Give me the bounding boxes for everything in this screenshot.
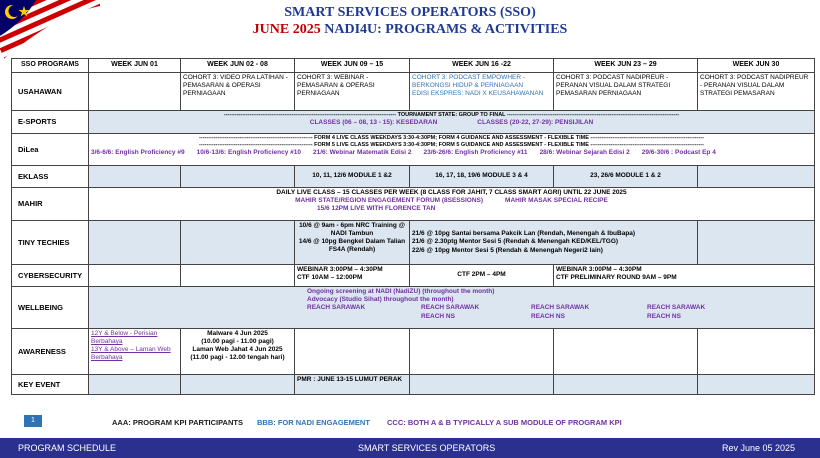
row-eklass [12, 166, 815, 188]
esports-classes-line [91, 119, 812, 127]
cell-usahawan-w6: COHORT 3: PODCAST NADIPREUR - PERANAN VISUAL DALAM STRATEGI PEMASARAN [698, 73, 815, 111]
dilea-event: 3/6-6/6: English Proficiency #9 [91, 148, 185, 156]
usahawan-w4-podcast: COHORT 3: PODCAST EMPOWHER - BERKONGSI HIDUP & PERNIAGAAN [412, 74, 526, 90]
cell-empty [698, 329, 815, 375]
col-header-programs: SSO PROGRAMS [12, 59, 89, 73]
cell-empty [410, 329, 554, 375]
awareness-laman-web-jahat: Laman Web Jahat 4 Jun 2025 [192, 346, 283, 354]
reach-ns: REACH NS [421, 313, 455, 321]
cyber-webinar: WEBINAR 3:00PM – 4:30PM [556, 266, 642, 273]
awareness-malware-time: (10.00 pagi - 11.00 pagi) [201, 338, 274, 346]
cell-cyber-w5 [554, 265, 815, 287]
dilea-form5-line: -------------------------------------------------------------- FORM 5 LIVE CLASS WEEKDAYS 3:30-4:30PM; FORM 5 GUIDANCE AND ASSESSMENT - FLEXIBLE TIME -------------------------------------------------------------- [199, 141, 704, 148]
cyber-webinar: WEBINAR 3:00PM – 4:30PM [297, 266, 383, 273]
tiny-mentor-1: 21/6 @ 2.30ptg Mentor Sesi 5 (Rendah & Menengah KED/KEL/TGG) [412, 238, 619, 246]
awareness-laman-web-time: (11.00 pagi - 12.00 tengah hari) [190, 354, 285, 362]
cell-tiny-w3 [295, 221, 410, 265]
program-label: MAHIR [12, 188, 89, 221]
page-title: SMART SERVICES OPERATORS (SSO) [284, 5, 536, 20]
reach-ns: REACH NS [531, 313, 565, 321]
reach-sarawak: REACH SARAWAK [307, 304, 366, 312]
row-cybersecurity [12, 265, 815, 287]
note-aaa: AAA: PROGRAM KPI PARTICIPANTS [112, 418, 243, 427]
cell-keyevent-w3: PMR : JUNE 13-15 LUMUT PERAK [295, 375, 410, 395]
cyber-ctf-preliminary: CTF PRELIMINARY ROUND 9AM – 9PM [556, 274, 677, 282]
program-label: WELLBEING [12, 287, 89, 329]
cell-cyber-w4: CTF 2PM – 4PM [410, 265, 554, 287]
row-esports [12, 111, 815, 134]
reach-sarawak: REACH SARAWAK [531, 304, 590, 312]
cell-awareness-w2 [181, 329, 295, 375]
footer-center: SMART SERVICES OPERATORS [358, 443, 496, 453]
program-label: CYBERSECURITY [12, 265, 89, 287]
cell-mahir-span [89, 188, 815, 221]
page-subtitle [0, 22, 820, 38]
subtitle-month: JUNE 2025 [252, 22, 321, 37]
row-awareness [12, 329, 815, 375]
cell-empty [698, 166, 815, 188]
note-ccc: CCC: BOTH A & B TYPICALLY A SUB MODULE OF PROGRAM KPI [387, 418, 622, 427]
tiny-mentor-2: 22/6 @ 10pg Mentor Sesi 5 (Rendah & Menengah Negeri2 lain) [412, 246, 603, 254]
mahir-masak: MAHIR MASAK SPECIAL RECIPE [505, 197, 608, 205]
program-label: AWARENESS [12, 329, 89, 375]
cell-esports-span [89, 111, 815, 134]
cell-empty [181, 375, 295, 395]
program-label: KEY EVENT [12, 375, 89, 395]
col-header-week-jun-02-08: WEEK JUN 02 - 08 [181, 59, 295, 73]
row-dilea [12, 134, 815, 166]
wellbeing-reach-row [91, 304, 812, 324]
cell-eklass-w4: 16, 17, 18, 19/6 MODULE 3 & 4 [410, 166, 554, 188]
cell-dilea-span [89, 134, 815, 166]
dilea-form4-line: -------------------------------------------------------------- FORM 4 LIVE CLASS WEEKDAYS 3:30-4:30PM; FORM 4 GUIDANCE AND ASSESSMENT - FLEXIBLE TIME -------------------------------------------------------------- [199, 135, 704, 141]
esports-classes-kesedaran: CLASSES (06 – 08, 13 - 15): KESEDARAN [309, 118, 438, 126]
mahir-forum-line [91, 197, 812, 205]
cell-empty [554, 375, 698, 395]
dilea-event: 21/6: Webinar Matematik Edisi 2 [313, 148, 412, 156]
col-header-week-jun-16-22: WEEK JUN 16 -22 [410, 59, 554, 73]
awareness-malware: Malware 4 Jun 2025 [207, 330, 268, 337]
footer-left: PROGRAM SCHEDULE [18, 443, 117, 453]
cell-cyber-w3 [295, 265, 410, 287]
col-header-week-jun-30: WEEK JUN 30 [698, 59, 815, 73]
reach-sarawak: REACH SARAWAK [647, 304, 706, 312]
awareness-laman-web: 13Y & Above – Laman Web Berbahaya [91, 346, 171, 362]
cell-usahawan-w2: COHORT 3: VIDEO PRA LATIHAN - PEMASARAN & OPERASI PERNIAGAAN [181, 73, 295, 111]
dilea-event: 23/6-26/6: English Proficiency #11 [423, 148, 528, 156]
mahir-forum: MAHIR STATE/REGION ENGAGEMENT FORUM (8SESSIONS) [295, 197, 484, 205]
mahir-daily-line: DAILY LIVE CLASS – 15 CLASSES PER WEEK (8 CLASS FOR JAHIT, 7 CLASS SMART AGRI) UNTIL 22 JUNE 2025 [276, 189, 627, 196]
row-key-event [12, 375, 815, 395]
cell-usahawan-w5: COHORT 3: PODCAST NADIPREUR - PERANAN VISUAL DALAM STRATEGI PEMASARAN PERNIAGAAN [554, 73, 698, 111]
wellbeing-screening: Ongoing screening at NADI (NadiZU) (throughout the month) [307, 288, 495, 295]
awareness-perisian: 12Y & Below - Perisian Berbahaya [91, 330, 158, 346]
note-bbb: BBB: FOR NADI ENGAGEMENT [257, 418, 370, 427]
program-label: USAHAWAN [12, 73, 89, 111]
tiny-santai: 21/6 @ 10pg Santai bersama Pakcik Lan (Rendah, Menengah & IbuBapa) [412, 230, 636, 238]
subtitle-rest: NADI4U: PROGRAMS & ACTIVITIES [324, 22, 568, 37]
dilea-events [91, 149, 812, 157]
tiny-bengkel: 14/6 @ 10pg Bengkel Dalam Talian FS4A (Rendah) [298, 238, 406, 254]
cell-tiny-w4 [410, 221, 698, 265]
esports-tournament-line: ---------------------------------------------------------------------------------------------- TOURNAMENT STATE: GROUP TO FINAL ---------------------------------------------------------------------------------------------- [223, 112, 680, 118]
cell-usahawan-w4 [410, 73, 554, 111]
cell-awareness-w1 [89, 329, 181, 375]
usahawan-w4-ekspres: EDISI EKSPRES: NADI X KEUSAHAWANAN [412, 90, 544, 98]
col-header-week-jun-01: WEEK JUN 01 [89, 59, 181, 73]
cell-eklass-w5: 23, 26/6 MODULE 1 & 2 [554, 166, 698, 188]
cyber-ctf: CTF 10AM – 12:00PM [297, 274, 363, 282]
program-schedule-table [11, 58, 815, 395]
row-usahawan [12, 73, 815, 111]
cell-eklass-w3: 10, 11, 12/6 MODULE 1 &2 [295, 166, 410, 188]
cell-wellbeing-span [89, 287, 815, 329]
footer-right: Rev June 05 2025 [722, 443, 796, 453]
program-label: TINY TECHIES [12, 221, 89, 265]
footer-bar [0, 438, 820, 458]
cell-empty [181, 166, 295, 188]
mahir-live-line: 15/6 12PM LIVE WITH FLORENCE TAN [317, 205, 436, 213]
header-row [12, 59, 815, 73]
dilea-event: 10/6-13/6: English Proficiency #10 [196, 148, 301, 156]
reach-sarawak: REACH SARAWAK [421, 304, 480, 312]
cell-empty [89, 375, 181, 395]
dilea-event: 28/6: Webinar Sejarah Edisi 2 [539, 148, 630, 156]
cell-empty [698, 375, 815, 395]
tiny-nrc-training: 10/6 @ 9am - 6pm NRC Training @ NADI Tambun [299, 222, 405, 238]
reach-ns: REACH NS [647, 313, 681, 321]
cell-empty [554, 329, 698, 375]
cell-empty [181, 221, 295, 265]
cell-empty [181, 265, 295, 287]
col-header-week-jun-23-29: WEEK JUN 23 – 29 [554, 59, 698, 73]
program-label: DiLea [12, 134, 89, 166]
esports-classes-pensijilan: CLASSES (20-22, 27-29): PENSIJILAN [477, 118, 594, 126]
row-tiny-techies [12, 221, 815, 265]
row-wellbeing [12, 287, 815, 329]
cell-empty [698, 221, 815, 265]
row-mahir [12, 188, 815, 221]
cell-usahawan-w3: COHORT 3: WEBINAR - PEMASARAN & OPERASI PERNIAGAAN [295, 73, 410, 111]
dilea-event: 29/6-30/6 : Podcast Ep 4 [641, 148, 716, 156]
program-label: EKLASS [12, 166, 89, 188]
program-label: E-SPORTS [12, 111, 89, 134]
cell-empty [89, 166, 181, 188]
cell-empty [89, 73, 181, 111]
col-header-week-jun-09-15: WEEK JUN 09 – 15 [295, 59, 410, 73]
cell-empty [89, 221, 181, 265]
wellbeing-advocacy: Advocacy (Studio Sihat) throughout the month) [307, 296, 454, 304]
page-number-badge: 1 [24, 415, 42, 427]
cell-empty [89, 265, 181, 287]
cell-empty [410, 375, 554, 395]
cell-empty [295, 329, 410, 375]
